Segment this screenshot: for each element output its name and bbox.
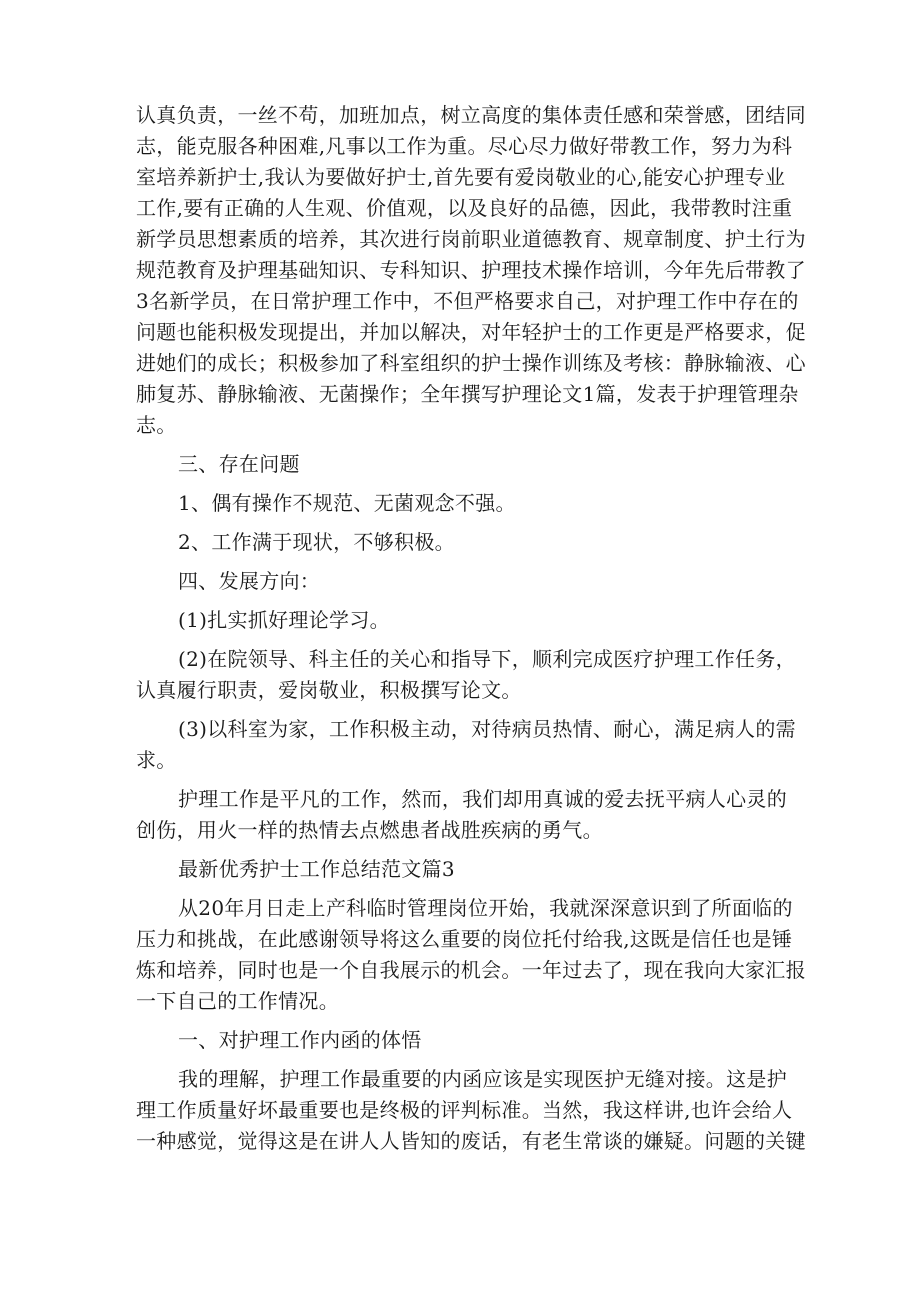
text-line: 2、工作满于现状，不够积极。 bbox=[178, 530, 455, 554]
text-line: 认真负责，一丝不苟，加班加点，树立高度的集体责任感和荣誉感，团结同 bbox=[136, 103, 806, 127]
paragraph bbox=[136, 854, 792, 885]
text-line: 炼和培养，同时也是一个自我展示的机会。一年过去了，现在我向大家汇报 bbox=[136, 958, 806, 982]
text-line: 肺复苏、静脉输液、无菌操作；全年撰写护理论文1篇，发表于护理管理杂 bbox=[136, 382, 799, 406]
document-body bbox=[136, 100, 806, 1157]
text-line: 1、偶有操作不规范、无菌观念不强。 bbox=[178, 491, 516, 515]
text-line: 认真履行职责，爱岗敬业，积极撰写论文。 bbox=[136, 678, 522, 702]
paragraph bbox=[136, 1064, 806, 1157]
text-line: 工作,要有正确的人生观、价值观，以及良好的品德，因此，我带教时注重 bbox=[136, 196, 793, 220]
paragraph bbox=[136, 566, 792, 597]
paragraph bbox=[136, 1025, 792, 1056]
text-line: 志，能克服各种困难,凡事以工作为重。尽心尽力做好带教工作，努力为科 bbox=[136, 134, 793, 158]
text-line: 新学员思想素质的培养，其次进行岗前职业道德教育、规章制度、护土行为 bbox=[136, 227, 806, 251]
text-line: 一下自己的工作情况。 bbox=[136, 989, 339, 1013]
text-line: (3)以科室为家，工作积极主动，对待病员热情、耐心，满足病人的需 bbox=[178, 717, 796, 741]
text-line: 护理工作是平凡的工作，然而，我们却用真诚的爱去抚平病人心灵的 bbox=[178, 787, 787, 811]
paragraph bbox=[136, 527, 792, 558]
paragraph bbox=[136, 893, 806, 1017]
text-line: 创伤，用火一样的热情去点燃患者战胜疾病的勇气。 bbox=[136, 818, 603, 842]
text-line: 一、对护理工作内函的体悟 bbox=[178, 1028, 422, 1052]
text-line: 问题也能积极发现提出，并加以解决，对年轻护士的工作更是严格要求，促 bbox=[136, 320, 806, 344]
text-line: 3名新学员，在日常护理工作中，不但严格要求自己，对护理工作中存在的 bbox=[136, 289, 799, 313]
text-line: 我的理解，护理工作最重要的内函应该是实现医护无缝对接。这是护 bbox=[178, 1067, 787, 1091]
paragraph bbox=[136, 100, 806, 441]
text-line: 四、发展方向： bbox=[178, 569, 321, 593]
text-line: (2)在院领导、科主任的关心和指导下，顺利完成医疗护理工作任务， bbox=[178, 647, 796, 671]
paragraph bbox=[136, 644, 796, 706]
text-line: 压力和挑战，在此感谢领导将这么重要的岗位托付给我,这既是信任也是锤 bbox=[136, 927, 793, 951]
text-line: 志。 bbox=[136, 413, 177, 437]
text-line: 最新优秀护士工作总结范文篇3 bbox=[178, 857, 455, 881]
text-line: 三、存在问题 bbox=[178, 452, 300, 476]
text-line: (1)扎实抓好理论学习。 bbox=[178, 608, 390, 632]
text-line: 进她们的成长；积极参加了科室组织的护士操作训练及考核：静脉输液、心 bbox=[136, 351, 806, 375]
text-line: 室培养新护士,我认为要做好护士,首先要有爱岗敬业的心,能安心护理专业 bbox=[136, 165, 786, 189]
paragraph bbox=[136, 449, 792, 480]
text-line: 规范教育及护理基础知识、专科知识、护理技术操作培训，今年先后带教了 bbox=[136, 258, 806, 282]
text-line: 理工作质量好坏最重要也是终极的评判标准。当然，我这样讲,也许会给人 bbox=[136, 1098, 793, 1122]
paragraph bbox=[136, 605, 792, 636]
paragraph bbox=[136, 488, 792, 519]
paragraph bbox=[136, 714, 796, 776]
text-line: 求。 bbox=[136, 748, 177, 772]
text-line: 从20年月日走上产科临时管理岗位开始，我就深深意识到了所面临的 bbox=[178, 896, 793, 920]
text-line: 一种感觉，觉得这是在讲人人皆知的废话，有老生常谈的嫌疑。问题的关键 bbox=[136, 1129, 806, 1153]
paragraph bbox=[136, 784, 792, 846]
